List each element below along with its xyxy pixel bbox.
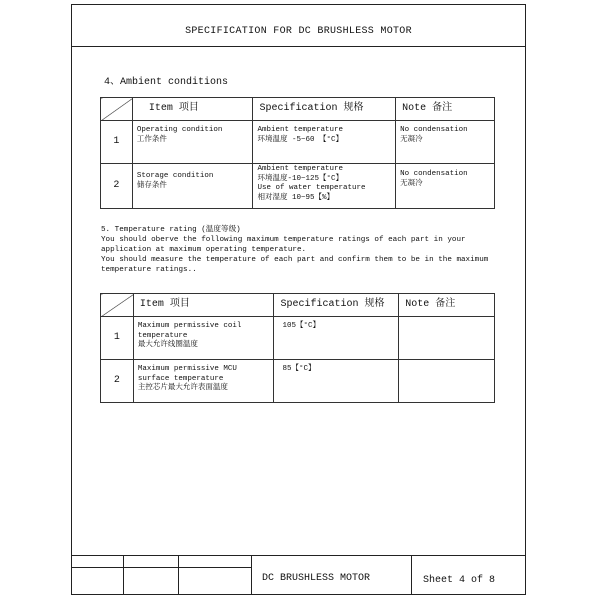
- item-text: 工作条件: [136, 135, 167, 144]
- column-header-spec: Specification 规格: [253, 98, 396, 121]
- title-block-divider: [123, 555, 124, 595]
- ambient-conditions-table: [100, 97, 495, 209]
- paragraph-line: You should measure the temperature of each part and confirm them to be in the maximum: [101, 256, 489, 264]
- spec-text: 相对湿度 10~95【%】: [257, 193, 334, 202]
- table-row: [101, 121, 495, 164]
- note-text: No condensation: [400, 126, 468, 134]
- item-text: 主控芯片最大允许表面温度: [137, 384, 228, 392]
- row-number: 2: [101, 164, 133, 209]
- item-text: Maximum permissive MCU: [137, 365, 237, 373]
- spec-text: 环境温度 -5~60 【°C】: [257, 135, 343, 144]
- section-4-title: 4、Ambient conditions: [104, 77, 229, 88]
- note-cell: [399, 317, 495, 360]
- table-corner-cell: [101, 98, 133, 121]
- spec-text: 环境温度-10~125【°C】: [257, 174, 343, 183]
- temperature-rating-section: [101, 225, 511, 275]
- column-header-note: Note 备注: [399, 294, 495, 317]
- table-row: [101, 164, 495, 209]
- spec-text: 85【°C】: [282, 365, 316, 373]
- paragraph-line: temperature ratings..: [101, 266, 197, 274]
- table-header-row: [101, 98, 495, 121]
- title-block-top-rule: [71, 555, 526, 556]
- section-5-title: 5. Temperature rating (温度等级): [101, 226, 241, 234]
- item-text: surface temperature: [137, 374, 224, 383]
- item-text: Maximum permissive coil: [137, 322, 242, 330]
- item-text: 最大允许线圈温度: [137, 341, 198, 349]
- title-block-divider: [251, 555, 252, 595]
- spec-text: 105【°C】: [282, 322, 320, 330]
- column-header-item: Item 项目: [133, 294, 274, 317]
- temperature-rating-table: [100, 293, 495, 403]
- page-header: [72, 5, 525, 47]
- page-title: SPECIFICATION FOR DC BRUSHLESS MOTOR: [185, 26, 412, 37]
- item-text: temperature: [137, 331, 188, 340]
- footer-sheet-number: Sheet 4 of 8: [423, 575, 496, 586]
- note-text: 无凝冷: [400, 135, 423, 144]
- row-number: 1: [101, 317, 134, 360]
- table-header-row: [101, 294, 495, 317]
- title-block-inner-rule: [71, 567, 251, 568]
- item-text: Storage condition: [136, 172, 214, 180]
- column-header-spec: Specification 规格: [274, 294, 399, 317]
- row-number: 2: [101, 360, 134, 403]
- column-header-note: Note 备注: [396, 98, 495, 121]
- spec-text: Use of water temperature: [257, 184, 366, 192]
- table-row: [101, 360, 495, 403]
- item-text: Operating condition: [136, 126, 223, 134]
- column-header-item: Item 项目: [132, 98, 253, 121]
- note-text: No condensation: [400, 170, 468, 178]
- spec-text: Ambient temperature: [257, 165, 343, 173]
- paragraph-line: You should oberve the following maximum temperature ratings of each part in your: [101, 236, 466, 244]
- note-cell: [399, 360, 495, 403]
- title-block: [71, 555, 526, 595]
- title-block-divider: [411, 555, 412, 595]
- title-block-divider: [178, 555, 179, 595]
- paragraph-line: application at maximum operating temperature.: [101, 246, 307, 254]
- note-text: 无凝冷: [400, 179, 423, 188]
- row-number: 1: [101, 121, 133, 164]
- footer-product-name: DC BRUSHLESS MOTOR: [262, 573, 371, 584]
- table-corner-cell: [101, 294, 134, 317]
- item-text: 储存条件: [136, 181, 167, 190]
- table-row: [101, 317, 495, 360]
- spec-text: Ambient temperature: [257, 126, 343, 134]
